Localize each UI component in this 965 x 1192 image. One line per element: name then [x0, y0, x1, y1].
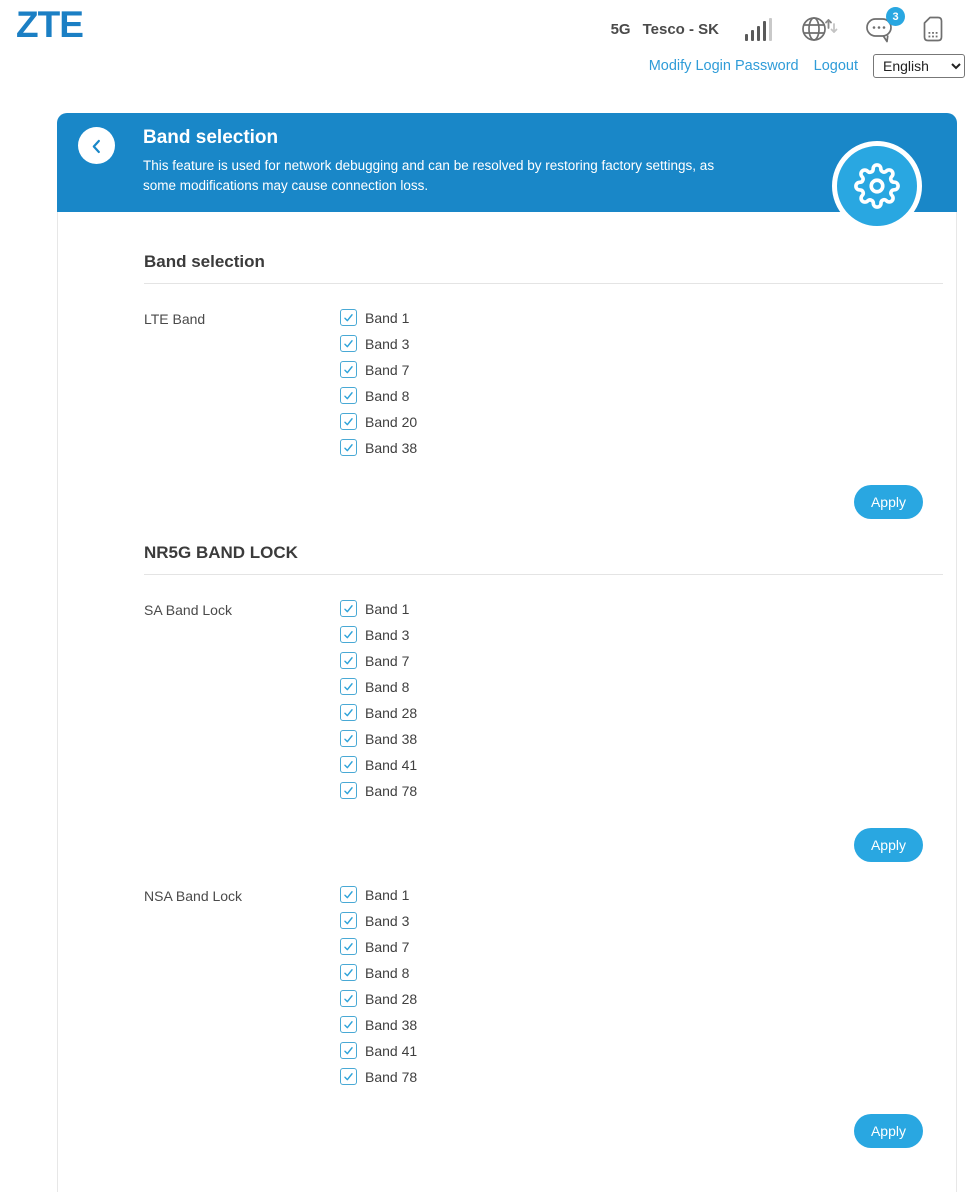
apply-button[interactable]: Apply — [854, 485, 923, 519]
checkbox-checked-icon[interactable] — [340, 1042, 357, 1059]
section-divider — [144, 574, 943, 575]
band-checkbox-option[interactable] — [340, 1016, 417, 1033]
checkbox-checked-icon[interactable] — [340, 439, 357, 456]
band-checkbox-option[interactable] — [340, 678, 417, 695]
checkbox-checked-icon[interactable] — [340, 964, 357, 981]
band-checkbox-option[interactable] — [340, 990, 417, 1007]
band-label: Band 38 — [365, 439, 418, 456]
band-checkbox-list — [340, 886, 417, 1085]
band-label: Band 38 — [365, 730, 418, 747]
logout-link[interactable]: Logout — [813, 58, 858, 74]
sim-card-icon — [921, 15, 945, 43]
band-checkbox-option[interactable] — [340, 335, 417, 352]
header-right — [611, 10, 959, 78]
network-type-label: 5G — [610, 20, 631, 38]
band-checkbox-option[interactable] — [340, 413, 417, 430]
checkbox-checked-icon[interactable] — [340, 886, 357, 903]
checkbox-checked-icon[interactable] — [340, 1068, 357, 1085]
back-button[interactable] — [78, 127, 115, 164]
band-checkbox-option[interactable] — [340, 782, 417, 799]
band-label: Band 41 — [365, 756, 418, 773]
section-title: Band selection — [144, 252, 265, 271]
message-count-badge: 3 — [886, 7, 905, 26]
language-select[interactable] — [873, 54, 965, 78]
checkbox-checked-icon[interactable] — [340, 782, 357, 799]
page-title: Band selection — [143, 127, 279, 148]
band-checkbox-option[interactable] — [340, 886, 417, 903]
band-checkbox-option[interactable] — [340, 704, 417, 721]
band-label: Band 3 — [365, 335, 410, 352]
checkbox-checked-icon[interactable] — [340, 938, 357, 955]
chevron-left-icon — [86, 135, 108, 157]
band-checkbox-list — [340, 309, 417, 456]
band-checkbox-option[interactable] — [340, 600, 417, 617]
status-bar — [611, 10, 959, 48]
band-label: Band 7 — [365, 361, 410, 378]
globe-traffic-icon[interactable] — [801, 14, 839, 44]
band-label: Band 3 — [365, 626, 410, 643]
band-group-row — [144, 309, 943, 456]
band-label: Band 7 — [365, 652, 410, 669]
band-group-label: LTE Band — [144, 311, 206, 327]
band-checkbox-option[interactable] — [340, 756, 417, 773]
band-checkbox-option[interactable] — [340, 361, 417, 378]
band-checkbox-list — [340, 600, 417, 799]
band-checkbox-option[interactable] — [340, 938, 417, 955]
band-checkbox-option[interactable] — [340, 964, 417, 981]
band-label: Band 7 — [365, 938, 410, 955]
account-links — [649, 54, 959, 78]
checkbox-checked-icon[interactable] — [340, 990, 357, 1007]
checkbox-checked-icon[interactable] — [340, 413, 357, 430]
gear-icon — [832, 141, 922, 231]
band-label: Band 8 — [365, 678, 410, 695]
band-label: Band 20 — [365, 413, 418, 430]
band-label: Band 1 — [365, 600, 410, 617]
apply-row — [144, 1114, 923, 1148]
band-checkbox-option[interactable] — [340, 387, 417, 404]
band-group-row — [144, 600, 943, 799]
band-group-label: NSA Band Lock — [144, 888, 243, 904]
section-title: NR5G BAND LOCK — [144, 543, 298, 562]
modify-login-password-link[interactable]: Modify Login Password — [648, 58, 799, 74]
band-group-row — [144, 886, 943, 1085]
signal-strength-icon — [745, 16, 775, 42]
apply-button[interactable]: Apply — [854, 1114, 923, 1148]
checkbox-checked-icon[interactable] — [340, 756, 357, 773]
band-checkbox-option[interactable] — [340, 626, 417, 643]
operator-name: Tesco - SK — [642, 20, 719, 38]
checkbox-checked-icon[interactable] — [340, 1016, 357, 1033]
page-banner — [57, 113, 957, 212]
band-checkbox-option[interactable] — [340, 1042, 417, 1059]
messages-icon[interactable] — [865, 10, 899, 43]
band-selection-card — [57, 113, 957, 1139]
band-label: Band 78 — [365, 782, 418, 799]
card-body — [57, 212, 957, 1192]
checkbox-checked-icon[interactable] — [340, 600, 357, 617]
band-label: Band 3 — [365, 912, 410, 929]
checkbox-checked-icon[interactable] — [340, 387, 357, 404]
band-label: Band 1 — [365, 309, 410, 326]
band-checkbox-option[interactable] — [340, 1068, 417, 1085]
band-label: Band 28 — [365, 990, 418, 1007]
band-checkbox-option[interactable] — [340, 652, 417, 669]
band-label: Band 1 — [365, 886, 410, 903]
checkbox-checked-icon[interactable] — [340, 626, 357, 643]
band-checkbox-option[interactable] — [340, 439, 417, 456]
checkbox-checked-icon[interactable] — [340, 912, 357, 929]
settings-section — [144, 252, 943, 519]
band-label: Band 41 — [365, 1042, 418, 1059]
band-label: Band 8 — [365, 964, 410, 981]
band-group-label: SA Band Lock — [144, 602, 232, 618]
band-checkbox-option[interactable] — [340, 730, 417, 747]
apply-row — [144, 828, 923, 862]
band-checkbox-option[interactable] — [340, 912, 417, 929]
settings-section — [144, 543, 943, 1148]
band-label: Band 8 — [365, 387, 410, 404]
page-description: This feature is used for network debugging and can be resolved by restoring factory settings, as some modifications may cause connection loss. — [143, 158, 715, 193]
section-divider — [144, 283, 943, 284]
apply-button[interactable]: Apply — [854, 828, 923, 862]
band-label: Band 28 — [365, 704, 418, 721]
page-header — [0, 0, 965, 113]
checkbox-checked-icon[interactable] — [340, 678, 357, 695]
band-label: Band 38 — [365, 1016, 418, 1033]
checkbox-checked-icon[interactable] — [340, 730, 357, 747]
checkbox-checked-icon[interactable] — [340, 335, 357, 352]
checkbox-checked-icon[interactable] — [340, 361, 357, 378]
apply-row — [144, 485, 923, 519]
zte-logo: ZTE — [16, 4, 83, 45]
checkbox-checked-icon[interactable] — [340, 309, 357, 326]
checkbox-checked-icon[interactable] — [340, 652, 357, 669]
band-checkbox-option[interactable] — [340, 309, 417, 326]
band-label: Band 78 — [365, 1068, 418, 1085]
checkbox-checked-icon[interactable] — [340, 704, 357, 721]
